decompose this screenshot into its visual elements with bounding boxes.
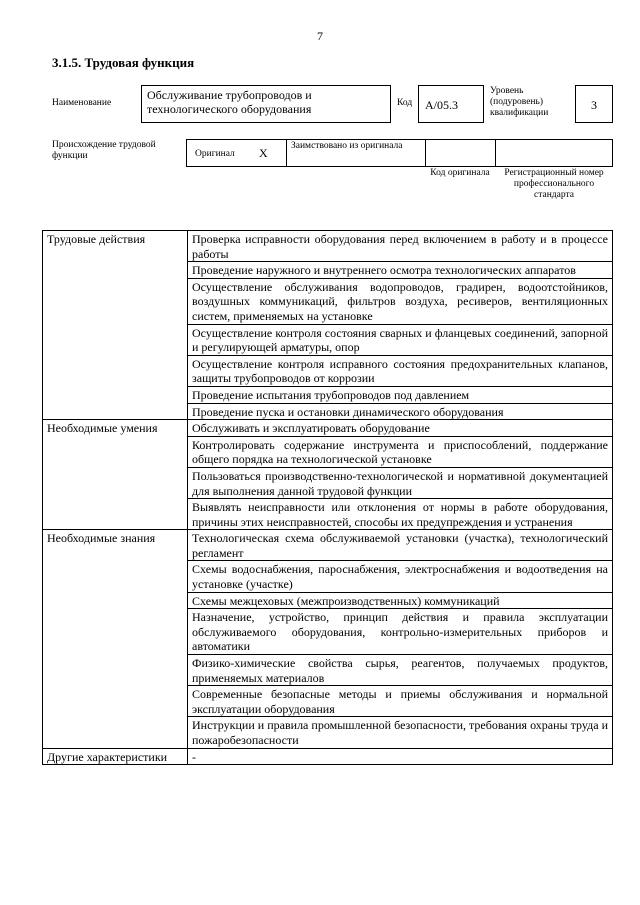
- code-original-caption: Код оригинала: [430, 168, 490, 178]
- item-cell: Схемы межцеховых (межпроизводственных) коммуникаций: [188, 592, 613, 609]
- item-cell: Контролировать содержание инструмента и приспособлений, поддержание общего порядка на технологической установке: [188, 436, 613, 467]
- level-box: [575, 85, 613, 123]
- code-box: [418, 85, 484, 123]
- name-label: Наименование: [52, 98, 112, 108]
- item-cell: Технологическая схема обслуживаемой установки (участка), технологический регламент: [188, 530, 613, 561]
- table-row: [43, 231, 613, 262]
- page-number: 7: [317, 29, 323, 43]
- section-title: 3.1.5. Трудовая функция: [52, 55, 195, 70]
- origin-divider: [286, 140, 287, 166]
- category-cell: Другие характеристики: [43, 748, 188, 765]
- item-cell: Осуществление обслуживания водопроводов, градирен, водоотстойников, воздушных коммуникаций, фильтров воздуха, ресиверов, вентиляционных систем, применяемых на установке: [188, 278, 613, 324]
- item-cell: Проверка исправности оборудования перед включением в работу и в процессе работы: [188, 231, 613, 262]
- origin-label: Происхождение трудовой функции: [52, 140, 156, 161]
- category-cell: Необходимые умения: [43, 420, 188, 530]
- table-row: [43, 530, 613, 561]
- category-cell: Необходимые знания: [43, 530, 188, 748]
- item-cell: Назначение, устройство, принцип действия и правила эксплуатации обслуживаемого оборудования, контрольно-измерительных приборов и автоматики: [188, 609, 613, 655]
- item-cell: Осуществление контроля исправного состояния предохранительных клапанов, защиты трубопроводов от коррозии: [188, 355, 613, 386]
- item-cell: Обслуживать и эксплуатировать оборудование: [188, 420, 613, 437]
- item-cell: Схемы водоснабжения, пароснабжения, электроснабжения и водоотведения на установке (участке): [188, 561, 613, 592]
- function-table: [42, 230, 613, 765]
- item-cell: Проведение пуска и остановки динамического оборудования: [188, 403, 613, 420]
- item-cell: Инструкции и правила промышленной безопасности, требования охраны труда и пожаробезопасности: [188, 717, 613, 748]
- item-cell: Осуществление контроля состояния сварных и фланцевых соединений, запорной и регулирующей арматуры, опор: [188, 324, 613, 355]
- original-label: Оригинал: [195, 149, 235, 159]
- level-value: 3: [591, 98, 597, 112]
- item-cell: Современные безопасные методы и приемы обслуживания и нормальной эксплуатации оборудования: [188, 686, 613, 717]
- origin-table: [186, 139, 613, 167]
- category-cell: Трудовые действия: [43, 231, 188, 420]
- item-cell: Проведение наружного и внутреннего осмотра технологических аппаратов: [188, 262, 613, 279]
- reg-number-caption: Регистрационный номер профессионального стандарта: [504, 168, 604, 200]
- item-cell: Пользоваться производственно-технологической и нормативной документацией для выполнения данной трудовой функции: [188, 467, 613, 498]
- code-value: A/05.3: [425, 98, 458, 112]
- item-cell: Проведение испытания трубопроводов под давлением: [188, 386, 613, 403]
- origin-divider: [425, 140, 426, 166]
- item-cell: Выявлять неисправности или отклонения от нормы в работе оборудования, причины этих неисправностей, способы их предупреждения и устранения: [188, 499, 613, 530]
- table-row: [43, 748, 613, 765]
- level-label: Уровень (подуровень) квалификации: [490, 86, 549, 118]
- function-name-value: Обслуживание трубопроводов и технологического оборудования: [147, 88, 312, 116]
- item-cell: -: [188, 748, 613, 765]
- origin-divider: [495, 140, 496, 166]
- borrowed-label: Заимствовано из оригинала: [291, 141, 403, 151]
- function-name-box: [141, 85, 391, 123]
- item-cell: Физико-химические свойства сырья, реагентов, получаемых продуктов, применяемых материалов: [188, 655, 613, 686]
- code-label: Код: [397, 98, 413, 108]
- table-row: [43, 420, 613, 437]
- original-mark: X: [259, 146, 268, 160]
